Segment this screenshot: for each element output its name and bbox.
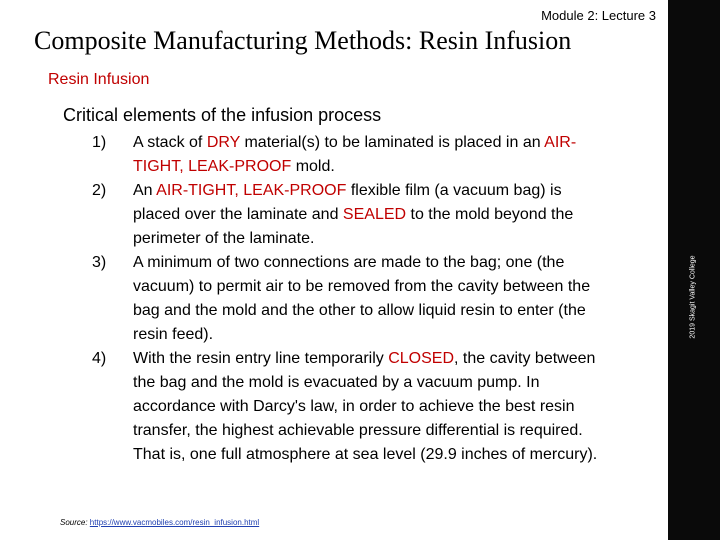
source-citation xyxy=(60,518,259,527)
item-number: 4) xyxy=(92,350,107,367)
list-item xyxy=(92,347,602,467)
item-text xyxy=(133,182,573,247)
source-label: Source: xyxy=(60,518,90,527)
text-segment: A stack of xyxy=(133,134,207,151)
section-title: Resin Infusion xyxy=(48,71,150,88)
list-item xyxy=(92,179,602,251)
subheading: Critical elements of the infusion process xyxy=(63,105,382,125)
text-segment: material(s) to be laminated is placed in an xyxy=(240,134,545,151)
list-item xyxy=(92,251,602,347)
emphasis-text: CLOSED xyxy=(388,350,454,367)
emphasis-text: AIR-TIGHT, LEAK-PROOF xyxy=(156,182,347,199)
page-title: Composite Manufacturing Methods: Resin Infusion xyxy=(34,26,572,55)
item-text xyxy=(133,350,597,463)
emphasis-text: AIR-TIGHT, LEAK-PROOF xyxy=(133,134,577,175)
text-segment: With the resin entry line temporarily xyxy=(133,350,389,367)
sidebar-copyright: 2019 Skagit Valley College xyxy=(689,255,697,339)
text-segment: mold. xyxy=(291,158,335,175)
text-segment: , the cavity between the bag and the mold is evacuated by a vacuum pump. In accordance with Darcy's law, in order to achieve the best resin transfer, the highest achievable pressure differential is required. That is, one full atmosphere at sea level (29.9 inches of mercury). xyxy=(133,350,598,463)
item-number: 3) xyxy=(92,254,107,271)
text-segment: flexible film (a vacuum bag) is placed over the laminate and xyxy=(133,182,562,223)
text-segment: An xyxy=(133,182,157,199)
module-label: Module 2: Lecture 3 xyxy=(541,8,656,23)
steps-list xyxy=(92,131,602,467)
emphasis-text: DRY xyxy=(206,134,241,151)
item-text xyxy=(133,254,590,343)
item-text xyxy=(133,134,576,175)
source-link[interactable]: https://www.vacmobiles.com/resin_infusion.html xyxy=(89,518,260,527)
list-item xyxy=(92,131,602,179)
item-number: 1) xyxy=(92,134,107,151)
emphasis-text: SEALED xyxy=(342,206,407,223)
text-segment: to the mold beyond the perimeter of the laminate. xyxy=(133,206,574,247)
item-number: 2) xyxy=(92,182,107,199)
text-segment: A minimum of two connections are made to the bag; one (the vacuum) to permit air to be removed from the cavity between the bag and the mold and the other to allow liquid resin to enter (the resin feed). xyxy=(133,254,591,343)
